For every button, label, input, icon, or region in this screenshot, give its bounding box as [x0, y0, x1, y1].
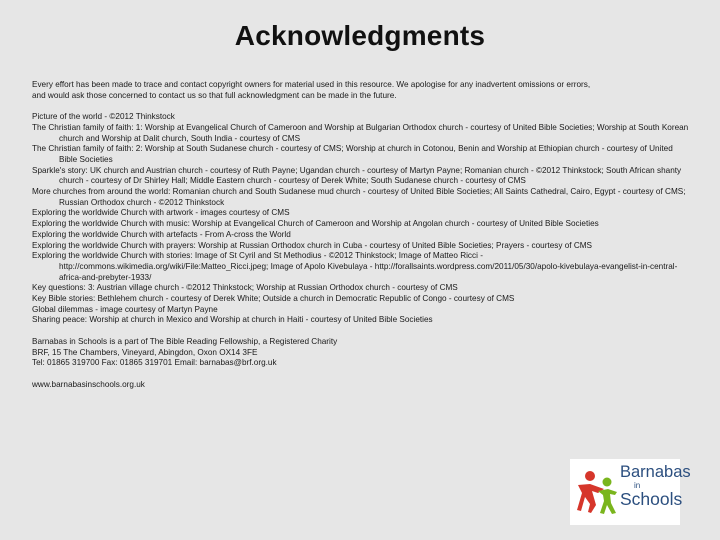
children-figures-icon	[574, 467, 620, 517]
credit-entry: The Christian family of faith: 1: Worship at Evangelical Church of Cameroon and Worship at Bulgarian Orthodox church - courtesy of United Bible Societies; Worship at South Korean church and Worship at Dalit church, South India - courtesy of CMS	[32, 122, 689, 143]
logo-brand-text: Barnabas	[620, 463, 691, 481]
credit-entry: Global dilemmas - image courtesy of Martyn Payne	[32, 304, 218, 314]
barnabas-in-schools-logo	[570, 459, 691, 525]
credit-entry: Sharing peace: Worship at church in Mexico and Worship at church in Haiti - courtesy of United Bible Societies	[32, 315, 433, 325]
logo-tagline-text: Schools	[620, 488, 683, 509]
acknowledgments-body	[32, 80, 692, 390]
credit-entry: Exploring the worldwide Church with music: Worship at Evangelical Church of Cameroon and Worship at Angolan church - courtesy of United Bible Societies	[32, 219, 599, 229]
credit-entry: More churches from around the world: Romanian church and South Sudanese mud church - courtesy of United Bible Societies; All Saints Cathedral, Cairo, Egypt - courtesy of CMS; Russian Orthodox church - ©2012 Thinkstock	[32, 187, 686, 207]
contact-line: BRF, 15 The Chambers, Vineyard, Abingdon, Oxon OX14 3FE	[32, 347, 258, 357]
logo-connector-text: in	[634, 480, 641, 490]
credit-entry: The Christian family of faith: 2: Worship at South Sudanese church - courtesy of CMS; Worship at church in Cotonou, Benin and Worship at Ethiopian church - courtesy of United Bible Societies	[32, 144, 673, 164]
credit-entry: Sparkle's story: UK church and Austrian church - courtesy of Ruth Payne; Ugandan church - courtesy of Martyn Payne; Romanian church - ©2012 Thinkstock; South African shanty church - courtesy of Dr Shirley Hall; Middle Eastern church - courtesy of Derek White; South Sudanese church - courtesy of CMS	[32, 165, 682, 186]
intro-line: and would ask those concerned to contact us so that full acknowledgment can be made in the future.	[32, 90, 397, 100]
credit-entry: Exploring the worldwide Church with artwork - images courtesy of CMS	[32, 208, 290, 218]
credit-entry: Exploring the worldwide Church with artefacts - From A-cross the World	[32, 229, 291, 239]
credit-entry: Key questions: 3: Austrian village church - ©2012 Thinkstock; Worship at Russian Orthodox church - courtesy of CMS	[32, 283, 458, 293]
website-link[interactable]: www.barnabasinschools.org.uk	[32, 379, 145, 389]
page-title: Acknowledgments	[234, 20, 486, 51]
contact-line: Tel: 01865 319700 Fax: 01865 319701 Email: barnabas@brf.org.uk	[32, 358, 277, 368]
credit-entry: Key Bible stories: Bethlehem church - courtesy of Derek White; Outside a church in Democratic Republic of Congo - courtesy of CMS	[32, 294, 515, 304]
credit-entry: Picture of the world - ©2012 Thinkstock	[32, 112, 175, 122]
intro-line: Every effort has been made to trace and contact copyright owners for material used in this resource. We apologise for any inadvertent omissions or errors,	[32, 80, 591, 89]
contact-line: Barnabas in Schools is a part of The Bible Reading Fellowship, a Registered Charity	[32, 336, 338, 346]
credit-entry: Exploring the worldwide Church with prayers: Worship at Russian Orthodox church in Cuba - courtesy of United Bible Societies; Prayers - courtesy of CMS	[32, 240, 593, 250]
credit-entry: Exploring the worldwide Church with stories: Image of St Cyril and St Methodius - ©2012 Thinkstock; Image of Matteo Ricci - http://commons.wikimedia.org/wiki/File:Matteo_Ricci.jpeg; Image of Apolo Kivebulaya - http://forallsaints.wordpress.com/2011/05/30/apolo-kivebulaya-evangelist-in-central-africa-and-prebyter-1933/	[32, 251, 678, 282]
